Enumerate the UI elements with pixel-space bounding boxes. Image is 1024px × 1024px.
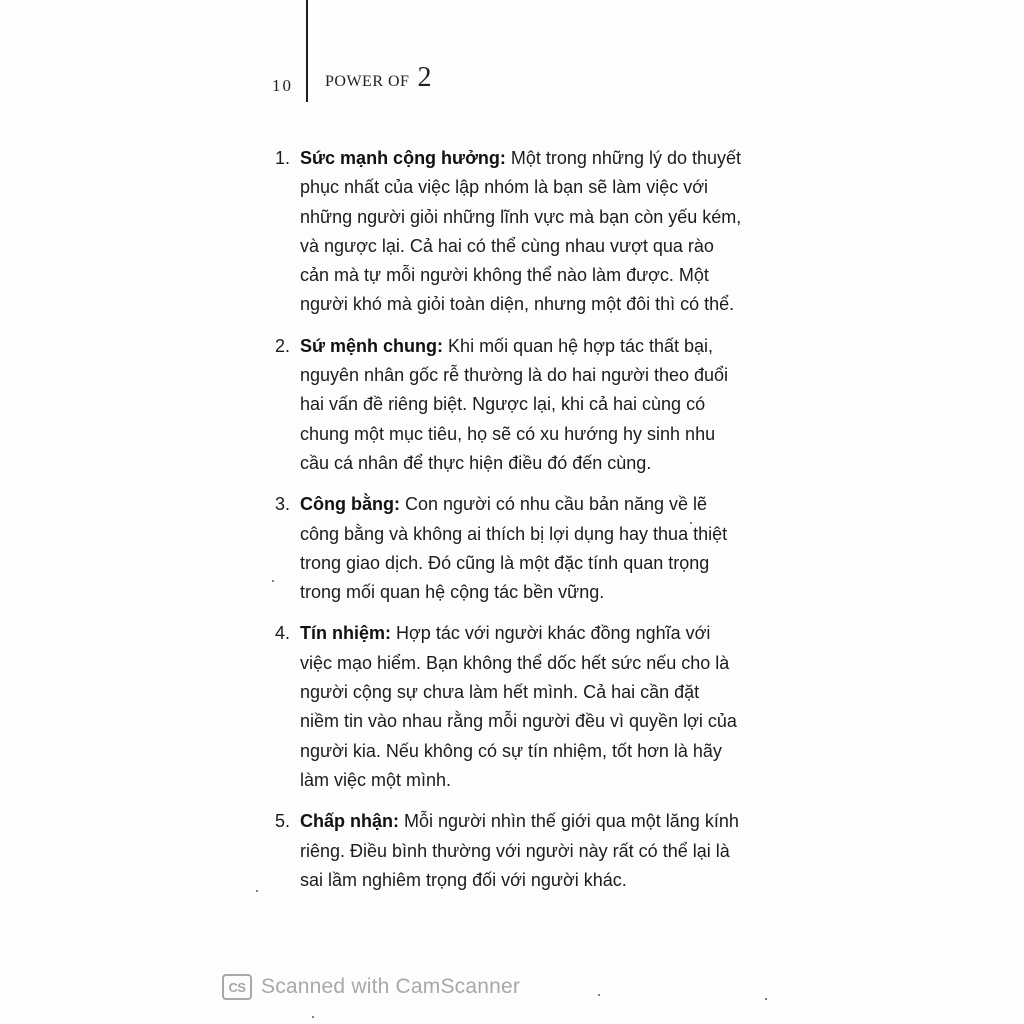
list-item-term: Sức mạnh cộng hưởng: bbox=[300, 148, 511, 168]
scan-speck bbox=[598, 994, 600, 996]
scan-speck bbox=[765, 998, 767, 1000]
running-head-number: 2 bbox=[417, 62, 432, 93]
watermark-text: Scanned with CamScanner bbox=[261, 975, 521, 998]
list-item-number: 1. bbox=[275, 148, 291, 168]
list-item-term: Chấp nhận: bbox=[300, 811, 404, 832]
list-item-number: 4. bbox=[275, 623, 291, 644]
list-item-text: Hợp tác với người khác đồng nghĩa với việc mạo hiểm. Bạn không thể dốc hết sức nếu cho là người cộng sự chưa làm hết mình. Cả hai cần đặt niềm tin vào nhau rằng mỗi người đều vì quyền lợi của người kia. Nếu không có sự tín nhiệm, tốt hơn là hãy làm việc một mình. bbox=[300, 623, 737, 790]
list-item bbox=[272, 144, 742, 320]
list-item bbox=[272, 490, 742, 607]
running-head bbox=[325, 62, 431, 94]
list-item-term: Tín nhiệm: bbox=[300, 623, 396, 644]
scan-speck bbox=[690, 522, 692, 524]
list-item-number: 5. bbox=[275, 811, 291, 832]
list-item bbox=[272, 619, 742, 795]
list-item-number: 2. bbox=[275, 335, 291, 356]
list-item-term: Sứ mệnh chung: bbox=[300, 335, 449, 356]
list-item-number: 3. bbox=[275, 494, 291, 515]
list-item-term: Công bằng: bbox=[300, 494, 405, 515]
running-head-title: POWER OF bbox=[325, 73, 410, 90]
camscanner-logo-icon: CS bbox=[222, 974, 252, 1000]
numbered-list bbox=[272, 144, 742, 907]
scan-speck bbox=[312, 1016, 314, 1018]
camscanner-watermark bbox=[222, 974, 520, 1000]
list-item bbox=[272, 332, 742, 478]
scan-speck bbox=[256, 890, 258, 892]
list-item-text: Một trong những lý do thuyết phục nhất của việc lập nhóm là bạn sẽ làm việc với những người giỏi những lĩnh vực mà bạn còn yếu kém, và ngược lại. Cả hai có thể cùng nhau vượt qua rào cản mà tự mỗi người không thể nào làm được. Một người khó mà giỏi toàn diện, nhưng một đôi thì có thể. bbox=[300, 148, 742, 315]
scan-speck bbox=[272, 580, 274, 582]
header-vertical-rule bbox=[306, 0, 308, 102]
page-number: 10 bbox=[272, 76, 293, 95]
list-item-text: Con người có nhu cầu bản năng về lẽ công bằng và không ai thích bị lợi dụng hay thua thiệt trong giao dịch. Đó cũng là một đặc tính quan trọng trong mối quan hệ cộng tác bền vững. bbox=[300, 494, 728, 603]
list-item-text: Khi mối quan hệ hợp tác thất bại, nguyên nhân gốc rễ thường là do hai người theo đuổi hai vấn đề riêng biệt. Ngược lại, khi cả hai cùng có chung một mục tiêu, họ sẽ có xu hướng hy sinh nhu cầu cá nhân để thực hiện điều đó đến cùng. bbox=[300, 335, 729, 473]
list-item-text: Mỗi người nhìn thế giới qua một lăng kính riêng. Điều bình thường với người này rất có thể lại là sai lầm nghiêm trọng đối với người khác. bbox=[300, 811, 739, 890]
list-item bbox=[272, 807, 742, 895]
